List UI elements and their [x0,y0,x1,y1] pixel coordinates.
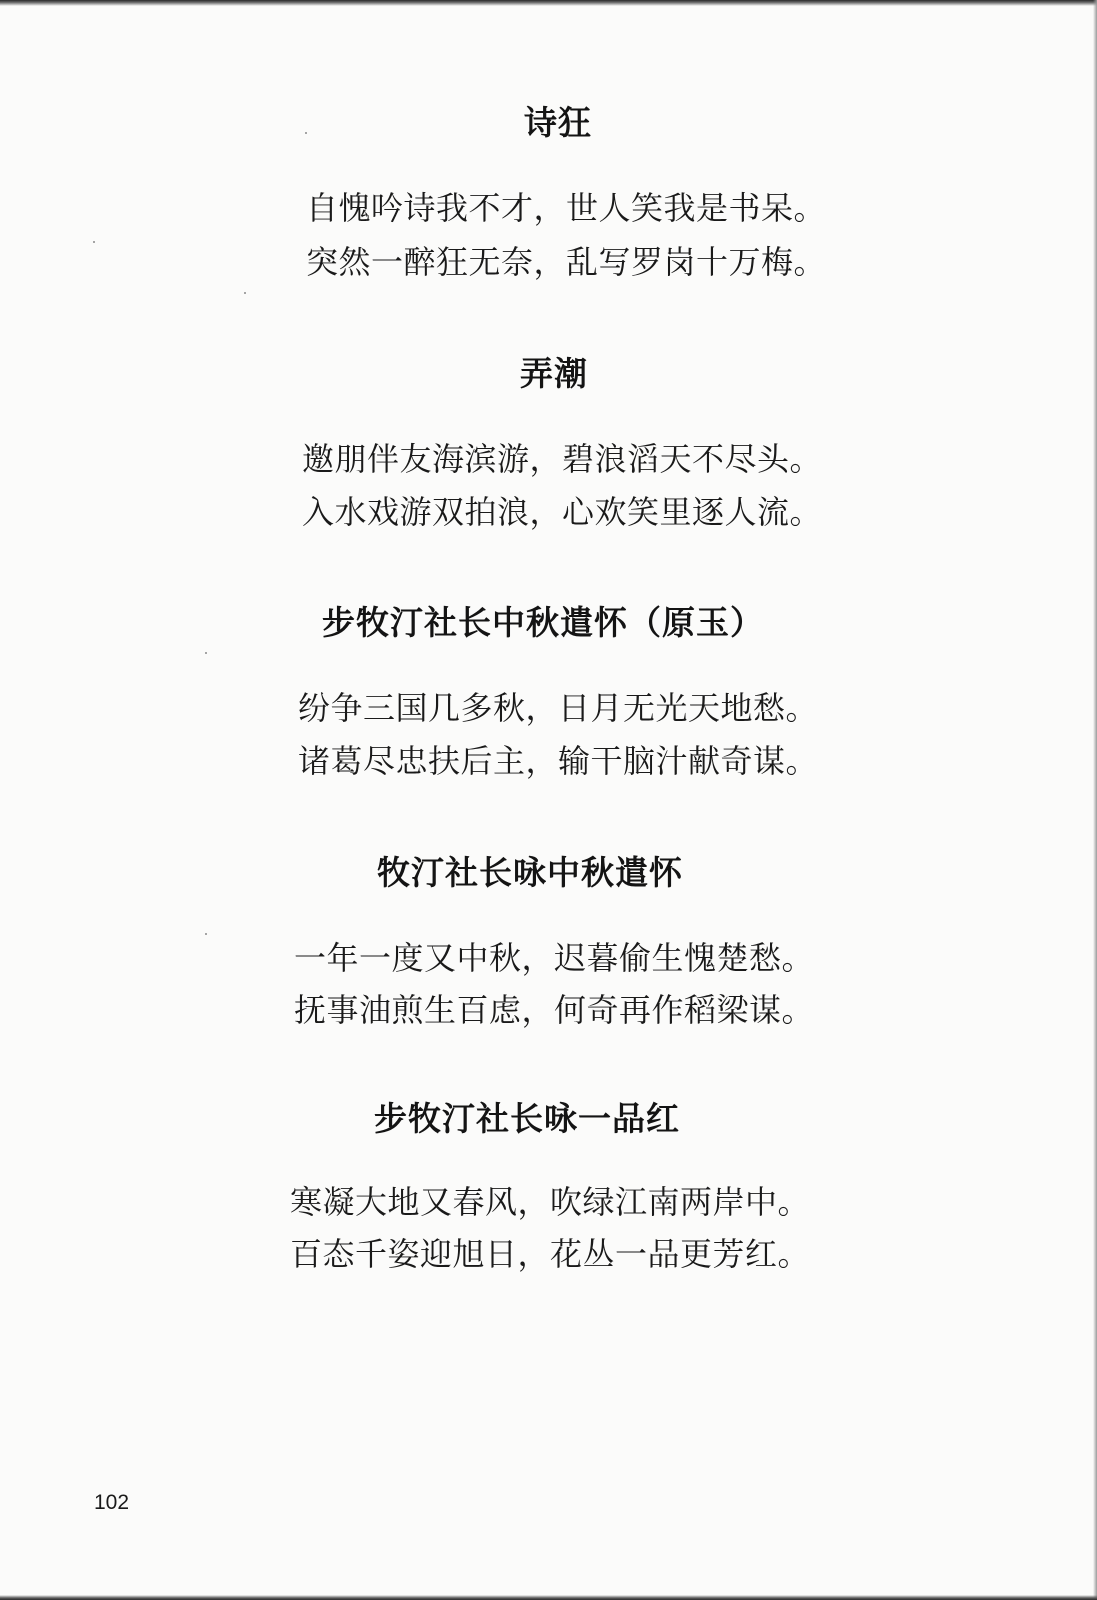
poem-line: 诸葛尽忠扶后主，输干脑汁献奇谋。 [298,742,819,780]
poem-line: 突然一醉狂无奈，乱写罗岗十万梅。 [306,243,827,281]
poem-title: 步牧汀社长中秋遣怀（原玉） [322,603,764,642]
poem-line: 纷争三国几多秋，日月无光天地愁。 [298,689,819,727]
poem-line: 寒凝大地又春风，吹绿江南两岸中。 [290,1183,811,1221]
poem-title: 诗狂 [524,103,592,142]
poem-line: 邀朋伴友海滨游，碧浪滔天不尽头。 [302,440,823,478]
poem-title: 步牧汀社长咏一品红 [374,1099,680,1138]
page-number: 102 [94,1491,130,1514]
scan-edge-right [1093,0,1097,1600]
poem-line: 百态千姿迎旭日，花丛一品更芳红。 [290,1235,811,1273]
scan-speck [205,933,207,935]
poem-line: 一年一度又中秋，迟暮偷生愧楚愁。 [294,939,815,977]
scan-speck [305,132,307,134]
poem-line: 抚事油煎生百虑，何奇再作稻梁谋。 [294,991,815,1029]
scan-edge-bottom [0,1595,1097,1600]
poem-title: 弄潮 [520,354,588,393]
poem-line: 入水戏游双拍浪，心欢笑里逐人流。 [302,493,823,531]
scan-speck [205,652,207,654]
scan-edge-top [0,0,1097,6]
poem-title: 牧汀社长咏中秋遣怀 [377,853,683,892]
scan-speck [244,292,246,294]
poem-line: 自愧吟诗我不才，世人笑我是书呆。 [306,189,827,227]
scan-speck [93,241,95,243]
